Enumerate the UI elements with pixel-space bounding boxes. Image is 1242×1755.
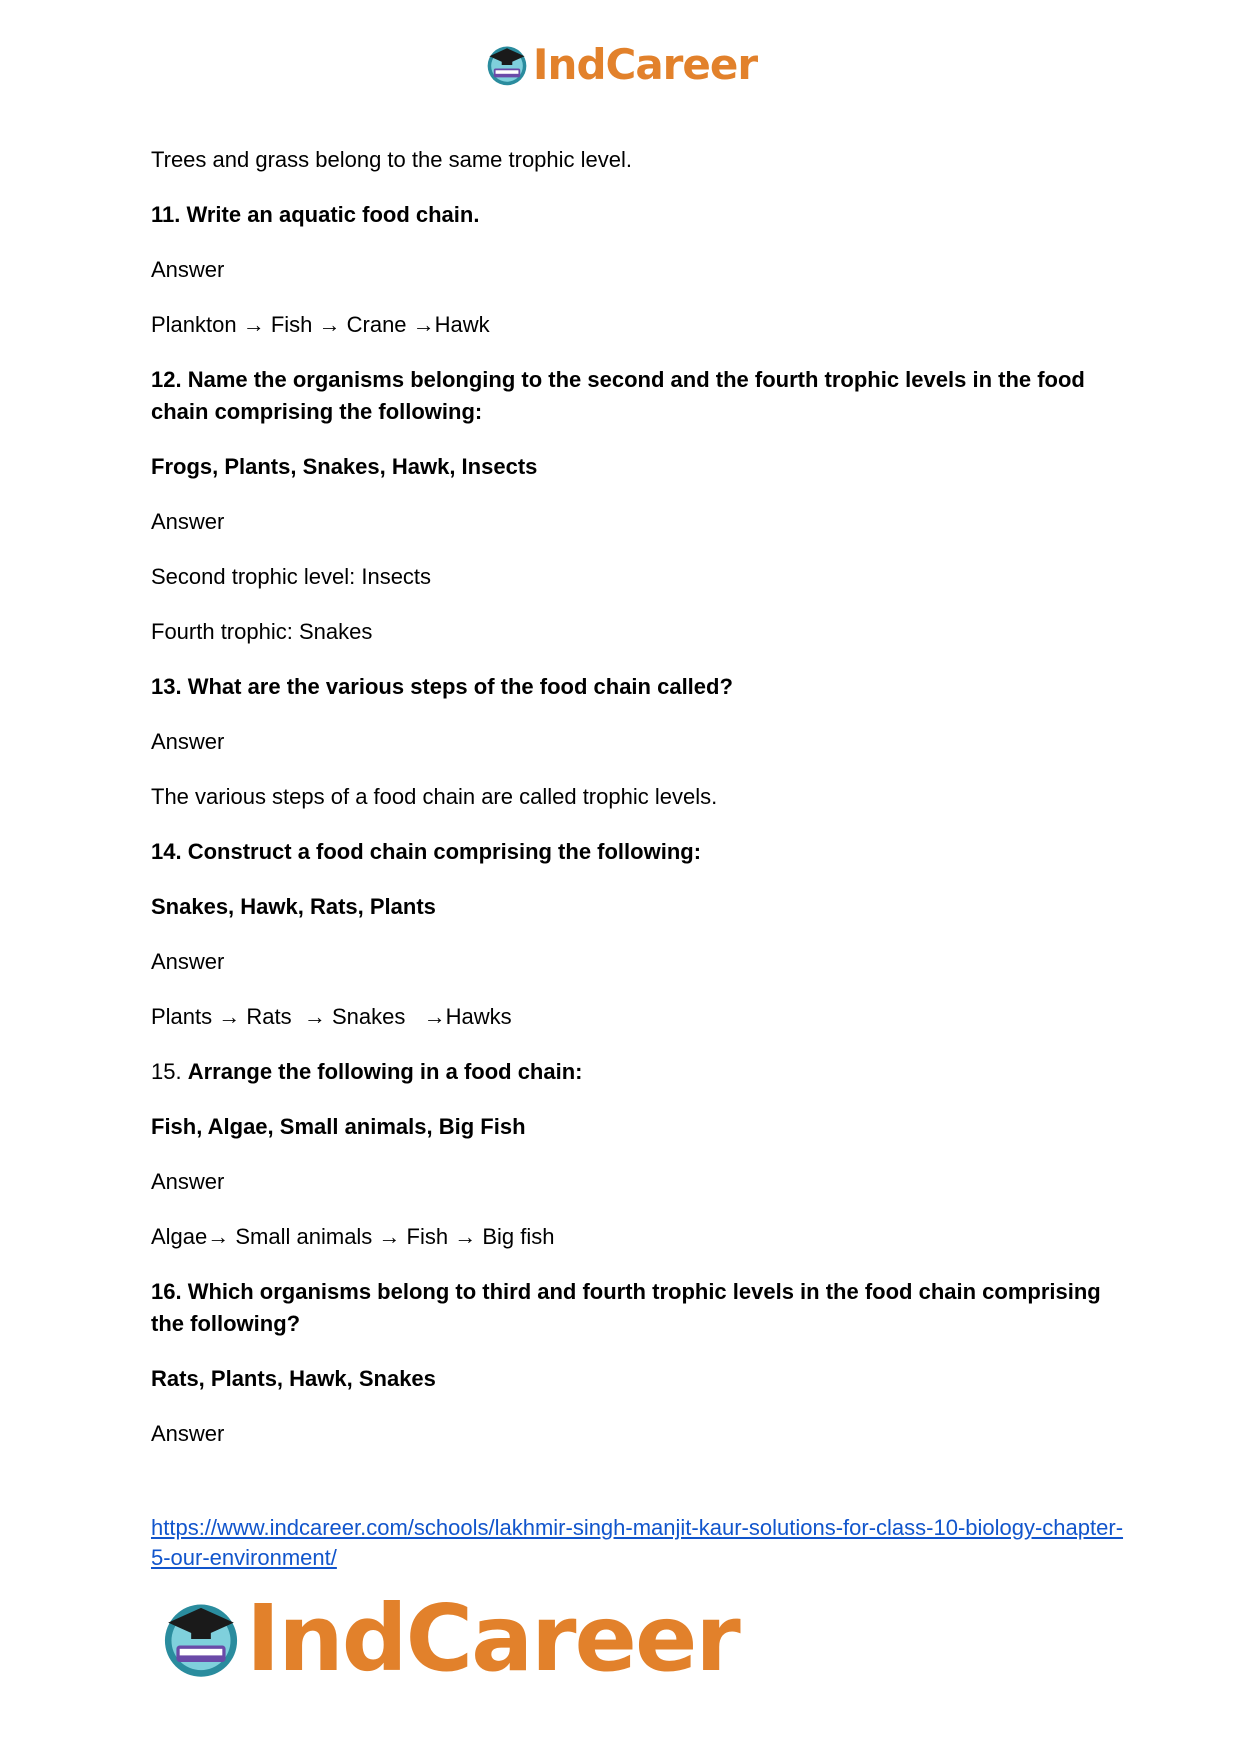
question-paragraph: Fish, Algae, Small animals, Big Fish: [151, 1114, 526, 1139]
question-paragraph: [151, 1056, 1111, 1088]
answer-label: Answer: [151, 729, 225, 754]
body-paragraph: Plankton → Fish → Crane →Hawk: [151, 312, 490, 337]
footer-link-block: [151, 1513, 1131, 1573]
footer-logo-text: IndCareer: [246, 1585, 739, 1692]
question-number: 15.: [151, 1059, 188, 1084]
answer-label: Answer: [151, 509, 225, 534]
body-paragraph: Algae→ Small animals → Fish → Big fish: [151, 1224, 555, 1249]
question-paragraph: 12. Name the organisms belonging to the second and the fourth trophic levels in the food chain comprising the following:: [151, 367, 1091, 424]
question-paragraph: Frogs, Plants, Snakes, Hawk, Insects: [151, 454, 538, 479]
question-paragraph: 16. Which organisms belong to third and fourth trophic levels in the food chain comprising the following?: [151, 1279, 1107, 1336]
source-link[interactable]: https://www.indcareer.com/schools/lakhmir-singh-manjit-kaur-solutions-for-class-10-biology-chapter-5-our-environment/: [151, 1515, 1124, 1570]
answer-label: Answer: [151, 1421, 225, 1446]
answer-label: Answer: [151, 1169, 225, 1194]
question-paragraph: 13. What are the various steps of the food chain called?: [151, 674, 733, 699]
question-paragraph: 14. Construct a food chain comprising the following:: [151, 839, 702, 864]
header-logo-text: IndCareer: [532, 40, 758, 89]
answer-label: Answer: [151, 949, 225, 974]
question-paragraph: Rats, Plants, Hawk, Snakes: [151, 1366, 436, 1391]
body-paragraph: Second trophic level: Insects: [151, 564, 432, 589]
body-paragraph: Plants → Rats → Snakes →Hawks: [151, 1004, 512, 1029]
document-body: [151, 144, 1111, 1473]
body-paragraph: The various steps of a food chain are called trophic levels.: [151, 784, 718, 809]
body-paragraph: Fourth trophic: Snakes: [151, 619, 373, 644]
question-paragraph: Snakes, Hawk, Rats, Plants: [151, 894, 436, 919]
question-text: Arrange the following in a food chain:: [187, 1059, 583, 1084]
footer-logo: [160, 1585, 739, 1692]
graduation-cap-book-icon: [485, 43, 529, 87]
question-paragraph: 11. Write an aquatic food chain.: [151, 202, 480, 227]
header-logo: [0, 40, 1242, 89]
answer-label: Answer: [151, 257, 225, 282]
body-paragraph: Trees and grass belong to the same trophic level.: [151, 147, 633, 172]
graduation-cap-book-icon: [160, 1598, 242, 1680]
